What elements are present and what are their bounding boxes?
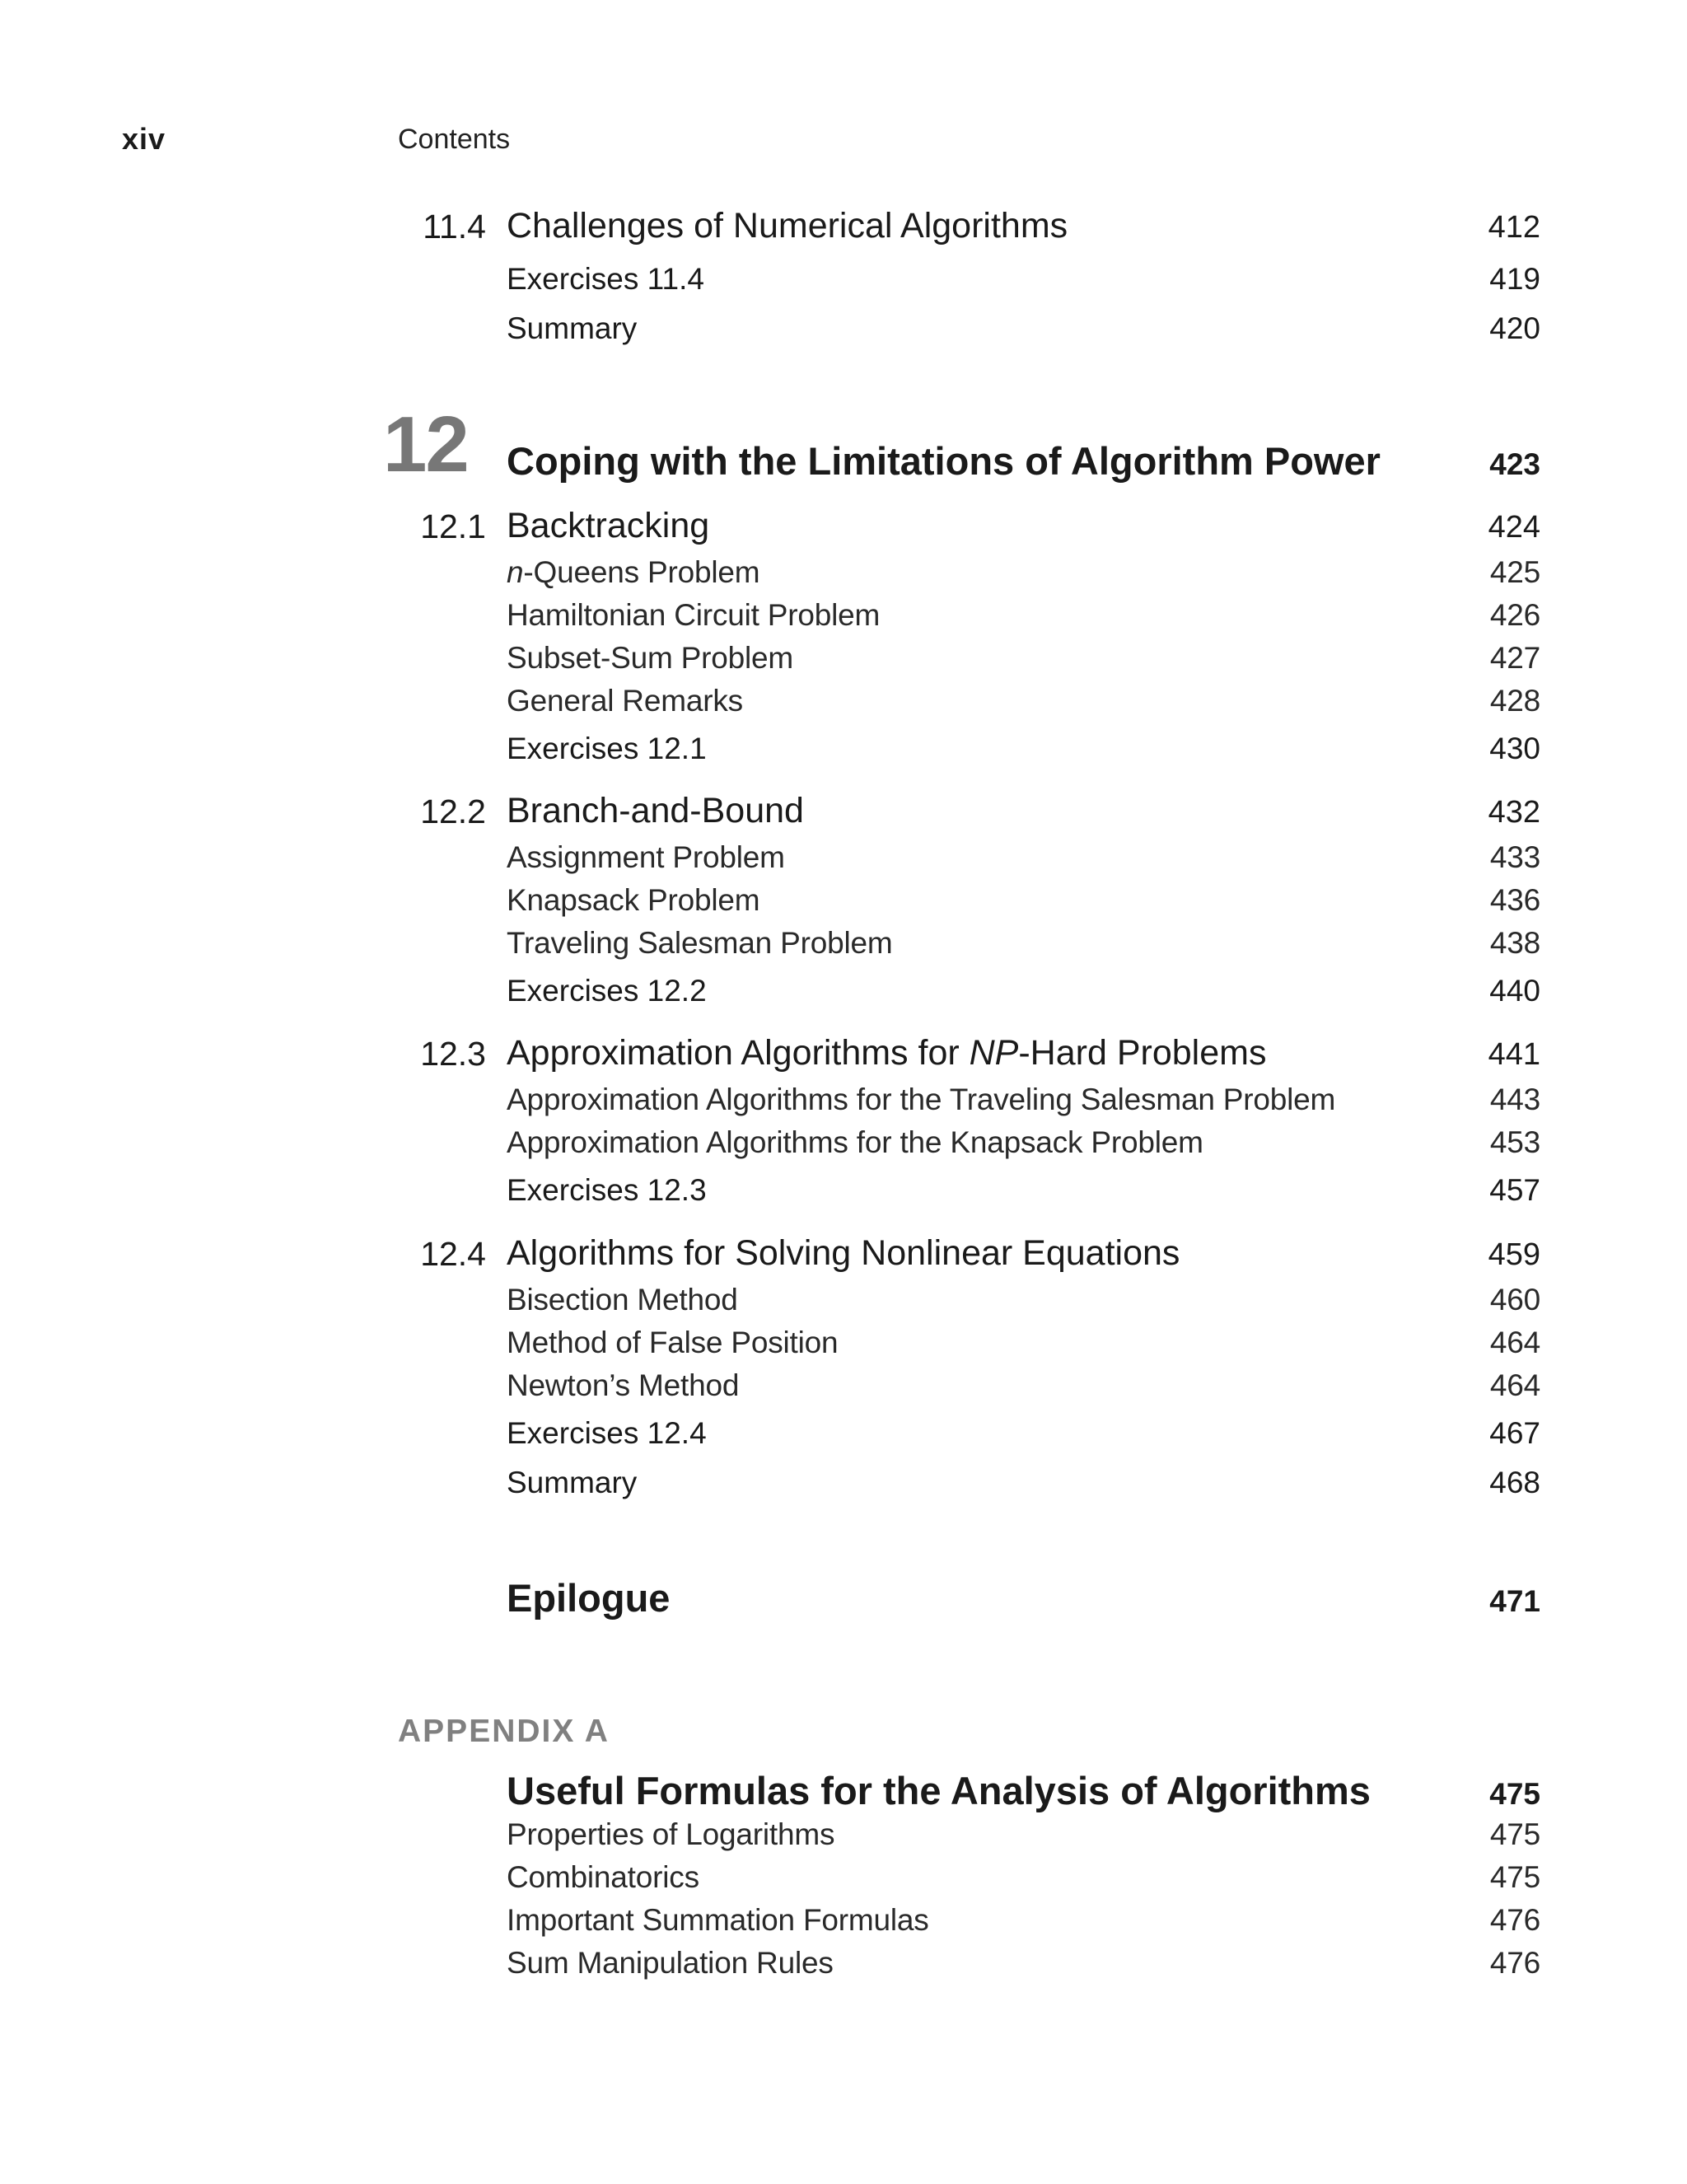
page-ref: 432 bbox=[1488, 795, 1540, 830]
exercises-label: Exercises 11.4 bbox=[507, 262, 704, 296]
toc-entry-exercises-12-1[interactable] bbox=[507, 732, 1540, 766]
page-ref: 427 bbox=[1489, 641, 1540, 675]
section-title: Challenges of Numerical Algorithms bbox=[507, 206, 1068, 246]
page-ref: 423 bbox=[1489, 447, 1540, 481]
page-ref: 443 bbox=[1489, 1083, 1540, 1116]
page-number: xiv bbox=[122, 122, 166, 156]
section-number: 12.2 bbox=[420, 793, 486, 830]
toc-entry-subsection[interactable] bbox=[507, 598, 1540, 633]
page-ref: 476 bbox=[1489, 1946, 1540, 1980]
page-ref: 475 bbox=[1489, 1777, 1540, 1811]
section-title: Backtracking bbox=[507, 506, 710, 545]
page-ref: 438 bbox=[1489, 926, 1540, 960]
page-ref: 459 bbox=[1488, 1237, 1540, 1272]
toc-entry-subsection[interactable] bbox=[507, 684, 1540, 718]
summary-label: Summary bbox=[507, 311, 638, 345]
subsection-title: Subset-Sum Problem bbox=[507, 641, 794, 675]
page-ref: 464 bbox=[1489, 1326, 1540, 1359]
subsection-title: Method of False Position bbox=[507, 1326, 839, 1359]
summary-label: Summary bbox=[507, 1466, 638, 1499]
subsection-title: Combinatorics bbox=[507, 1860, 699, 1894]
subsection-title: Approximation Algorithms for the Traveling Salesman Problem bbox=[507, 1083, 1336, 1116]
toc-entry-subsection[interactable] bbox=[507, 1903, 1540, 1938]
toc-entry-exercises-11-4[interactable] bbox=[507, 262, 1540, 297]
page-ref: 441 bbox=[1488, 1037, 1540, 1072]
page-ref: 430 bbox=[1489, 732, 1540, 765]
page-ref: 464 bbox=[1489, 1368, 1540, 1402]
page-ref: 471 bbox=[1489, 1584, 1540, 1618]
page-ref: 419 bbox=[1489, 262, 1540, 296]
toc-entry-subsection[interactable] bbox=[507, 641, 1540, 676]
toc-entry-section-12-2[interactable] bbox=[507, 791, 1540, 831]
subsection-title: Important Summation Formulas bbox=[507, 1903, 929, 1937]
page-ref: 453 bbox=[1489, 1125, 1540, 1159]
appendix-title: Useful Formulas for the Analysis of Algorithms bbox=[507, 1769, 1371, 1812]
section-title: Approximation Algorithms for NP-Hard Problems bbox=[507, 1033, 1267, 1073]
toc-entry-section-11-4[interactable] bbox=[507, 206, 1540, 246]
page-ref: 412 bbox=[1488, 210, 1540, 245]
exercises-label: Exercises 12.1 bbox=[507, 732, 707, 765]
toc-entry-subsection[interactable] bbox=[507, 1326, 1540, 1360]
page-ref: 426 bbox=[1489, 598, 1540, 632]
page-ref: 420 bbox=[1489, 311, 1540, 345]
toc-entry-subsection[interactable] bbox=[507, 1860, 1540, 1895]
page-ref: 467 bbox=[1489, 1416, 1540, 1450]
subsection-title: Newton’s Method bbox=[507, 1368, 740, 1402]
toc-entry-subsection[interactable] bbox=[507, 926, 1540, 961]
toc-entry-subsection[interactable] bbox=[507, 1083, 1540, 1117]
page-ref: 468 bbox=[1489, 1466, 1540, 1499]
subsection-title: Sum Manipulation Rules bbox=[507, 1946, 834, 1980]
toc-entry-subsection[interactable] bbox=[507, 1817, 1540, 1852]
chapter-number: 12 bbox=[383, 400, 468, 489]
toc-entry-summary-12[interactable] bbox=[507, 1466, 1540, 1500]
section-number: 12.4 bbox=[420, 1235, 486, 1273]
page-ref: 460 bbox=[1489, 1283, 1540, 1316]
page-ref: 433 bbox=[1489, 840, 1540, 874]
page-ref: 475 bbox=[1489, 1817, 1540, 1851]
toc-entry-section-12-3[interactable] bbox=[507, 1033, 1540, 1073]
page-ref: 428 bbox=[1489, 684, 1540, 718]
subsection-title: Properties of Logarithms bbox=[507, 1817, 835, 1851]
toc-entry-subsection[interactable] bbox=[507, 883, 1540, 918]
toc-entry-chapter-12[interactable] bbox=[507, 438, 1540, 484]
subsection-title: Knapsack Problem bbox=[507, 883, 760, 917]
toc-entry-subsection[interactable] bbox=[507, 1368, 1540, 1403]
toc-entry-epilogue[interactable] bbox=[507, 1575, 1540, 1620]
page-ref: 436 bbox=[1489, 883, 1540, 917]
page-ref: 440 bbox=[1489, 974, 1540, 1008]
subsection-title: n-Queens Problem bbox=[507, 555, 760, 589]
toc-entry-exercises-12-3[interactable] bbox=[507, 1173, 1540, 1208]
toc-entry-exercises-12-2[interactable] bbox=[507, 974, 1540, 1008]
toc-entry-subsection[interactable] bbox=[507, 840, 1540, 875]
section-number: 11.4 bbox=[423, 208, 486, 246]
chapter-title: Coping with the Limitations of Algorithm Power bbox=[507, 439, 1381, 483]
section-title: Branch-and-Bound bbox=[507, 791, 804, 830]
section-number: 12.1 bbox=[420, 507, 486, 545]
subsection-title: General Remarks bbox=[507, 684, 743, 718]
subsection-title: Traveling Salesman Problem bbox=[507, 926, 893, 960]
page-ref: 475 bbox=[1489, 1860, 1540, 1894]
section-title: Algorithms for Solving Nonlinear Equations bbox=[507, 1233, 1180, 1273]
toc-entry-section-12-4[interactable] bbox=[507, 1233, 1540, 1274]
toc-entry-appendix-a[interactable] bbox=[507, 1768, 1540, 1813]
toc-entry-exercises-12-4[interactable] bbox=[507, 1416, 1540, 1451]
subsection-title: Bisection Method bbox=[507, 1283, 738, 1316]
section-number: 12.3 bbox=[420, 1035, 486, 1073]
toc-entry-subsection[interactable] bbox=[507, 1283, 1540, 1317]
subsection-title: Approximation Algorithms for the Knapsack Problem bbox=[507, 1125, 1203, 1159]
page-ref: 476 bbox=[1489, 1903, 1540, 1937]
toc-entry-section-12-1[interactable] bbox=[507, 506, 1540, 546]
page-ref: 457 bbox=[1489, 1173, 1540, 1207]
epilogue-title: Epilogue bbox=[507, 1576, 671, 1620]
toc-entry-summary-11[interactable] bbox=[507, 311, 1540, 346]
running-head: Contents bbox=[398, 124, 511, 155]
toc-entry-subsection[interactable] bbox=[507, 555, 1540, 590]
page-ref: 424 bbox=[1488, 510, 1540, 545]
exercises-label: Exercises 12.3 bbox=[507, 1173, 707, 1207]
exercises-label: Exercises 12.4 bbox=[507, 1416, 707, 1450]
page-ref: 425 bbox=[1489, 555, 1540, 589]
subsection-title: Assignment Problem bbox=[507, 840, 785, 874]
exercises-label: Exercises 12.2 bbox=[507, 974, 707, 1008]
subsection-title: Hamiltonian Circuit Problem bbox=[507, 598, 881, 632]
appendix-label: APPENDIX A bbox=[398, 1714, 610, 1749]
toc-entry-subsection[interactable] bbox=[507, 1125, 1540, 1160]
toc-entry-subsection[interactable] bbox=[507, 1946, 1540, 1981]
